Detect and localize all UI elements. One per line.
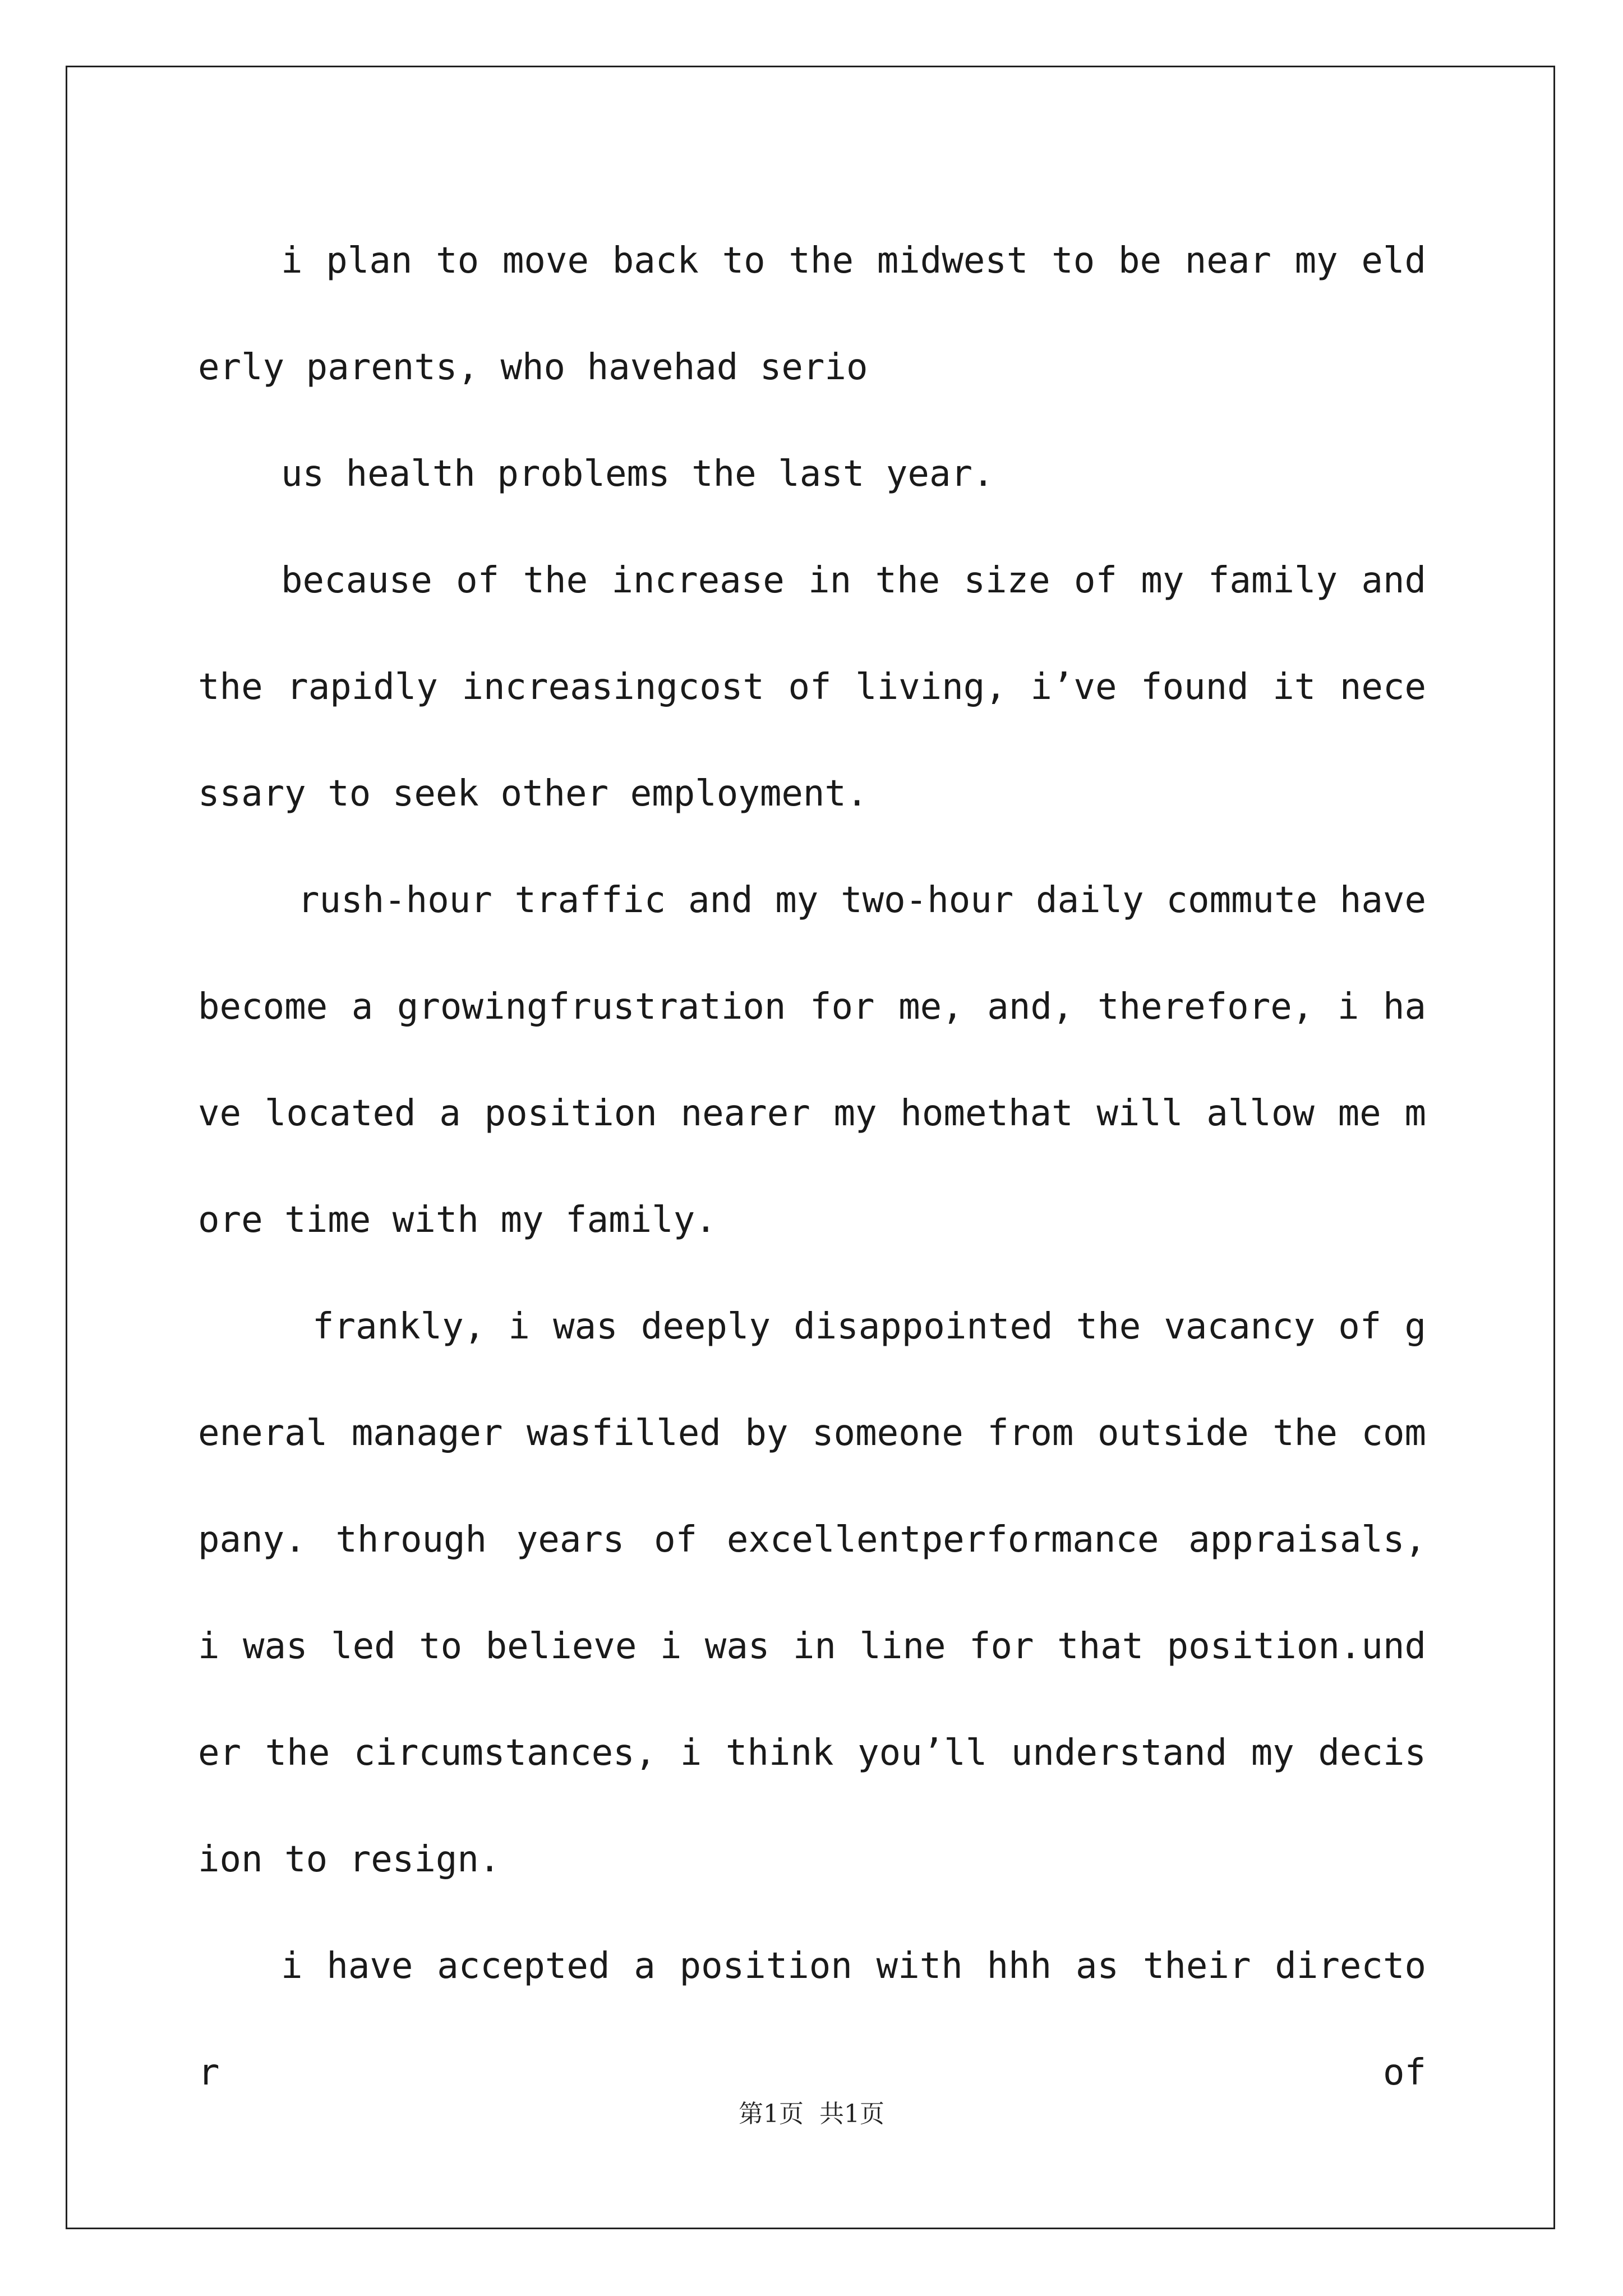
paragraph-6: i have accepted a position with hhh as their director of	[198, 1945, 1426, 2093]
paragraph-1: i plan to move back to the midwest to be near my elderly parents, who havehad serio	[198, 240, 1426, 388]
paragraph-4: rush-hour traffic and my two-hour daily commute have become a growingfrustration for me, and, therefore, i have located a position nearer my homethat will allow me more time with my family.	[198, 880, 1426, 1241]
paragraph-5: frankly, i was deeply disappointed the vacancy of general manager wasfilled by someone from outside the company. through years of excellentperformance appraisals, i was led to believe i was in line for that position.under the circumstances, i think you’ll understand my decision to resign.	[198, 1306, 1426, 1880]
page-number-footer: 第1页 共1页	[739, 2100, 884, 2128]
paragraph-2: us health problems the last year.	[281, 453, 994, 495]
document-body	[198, 208, 1426, 2126]
paragraph-3: because of the increase in the size of my family and the rapidly increasingcost of living, i’ve found it necessary to seek other employment.	[198, 560, 1426, 815]
